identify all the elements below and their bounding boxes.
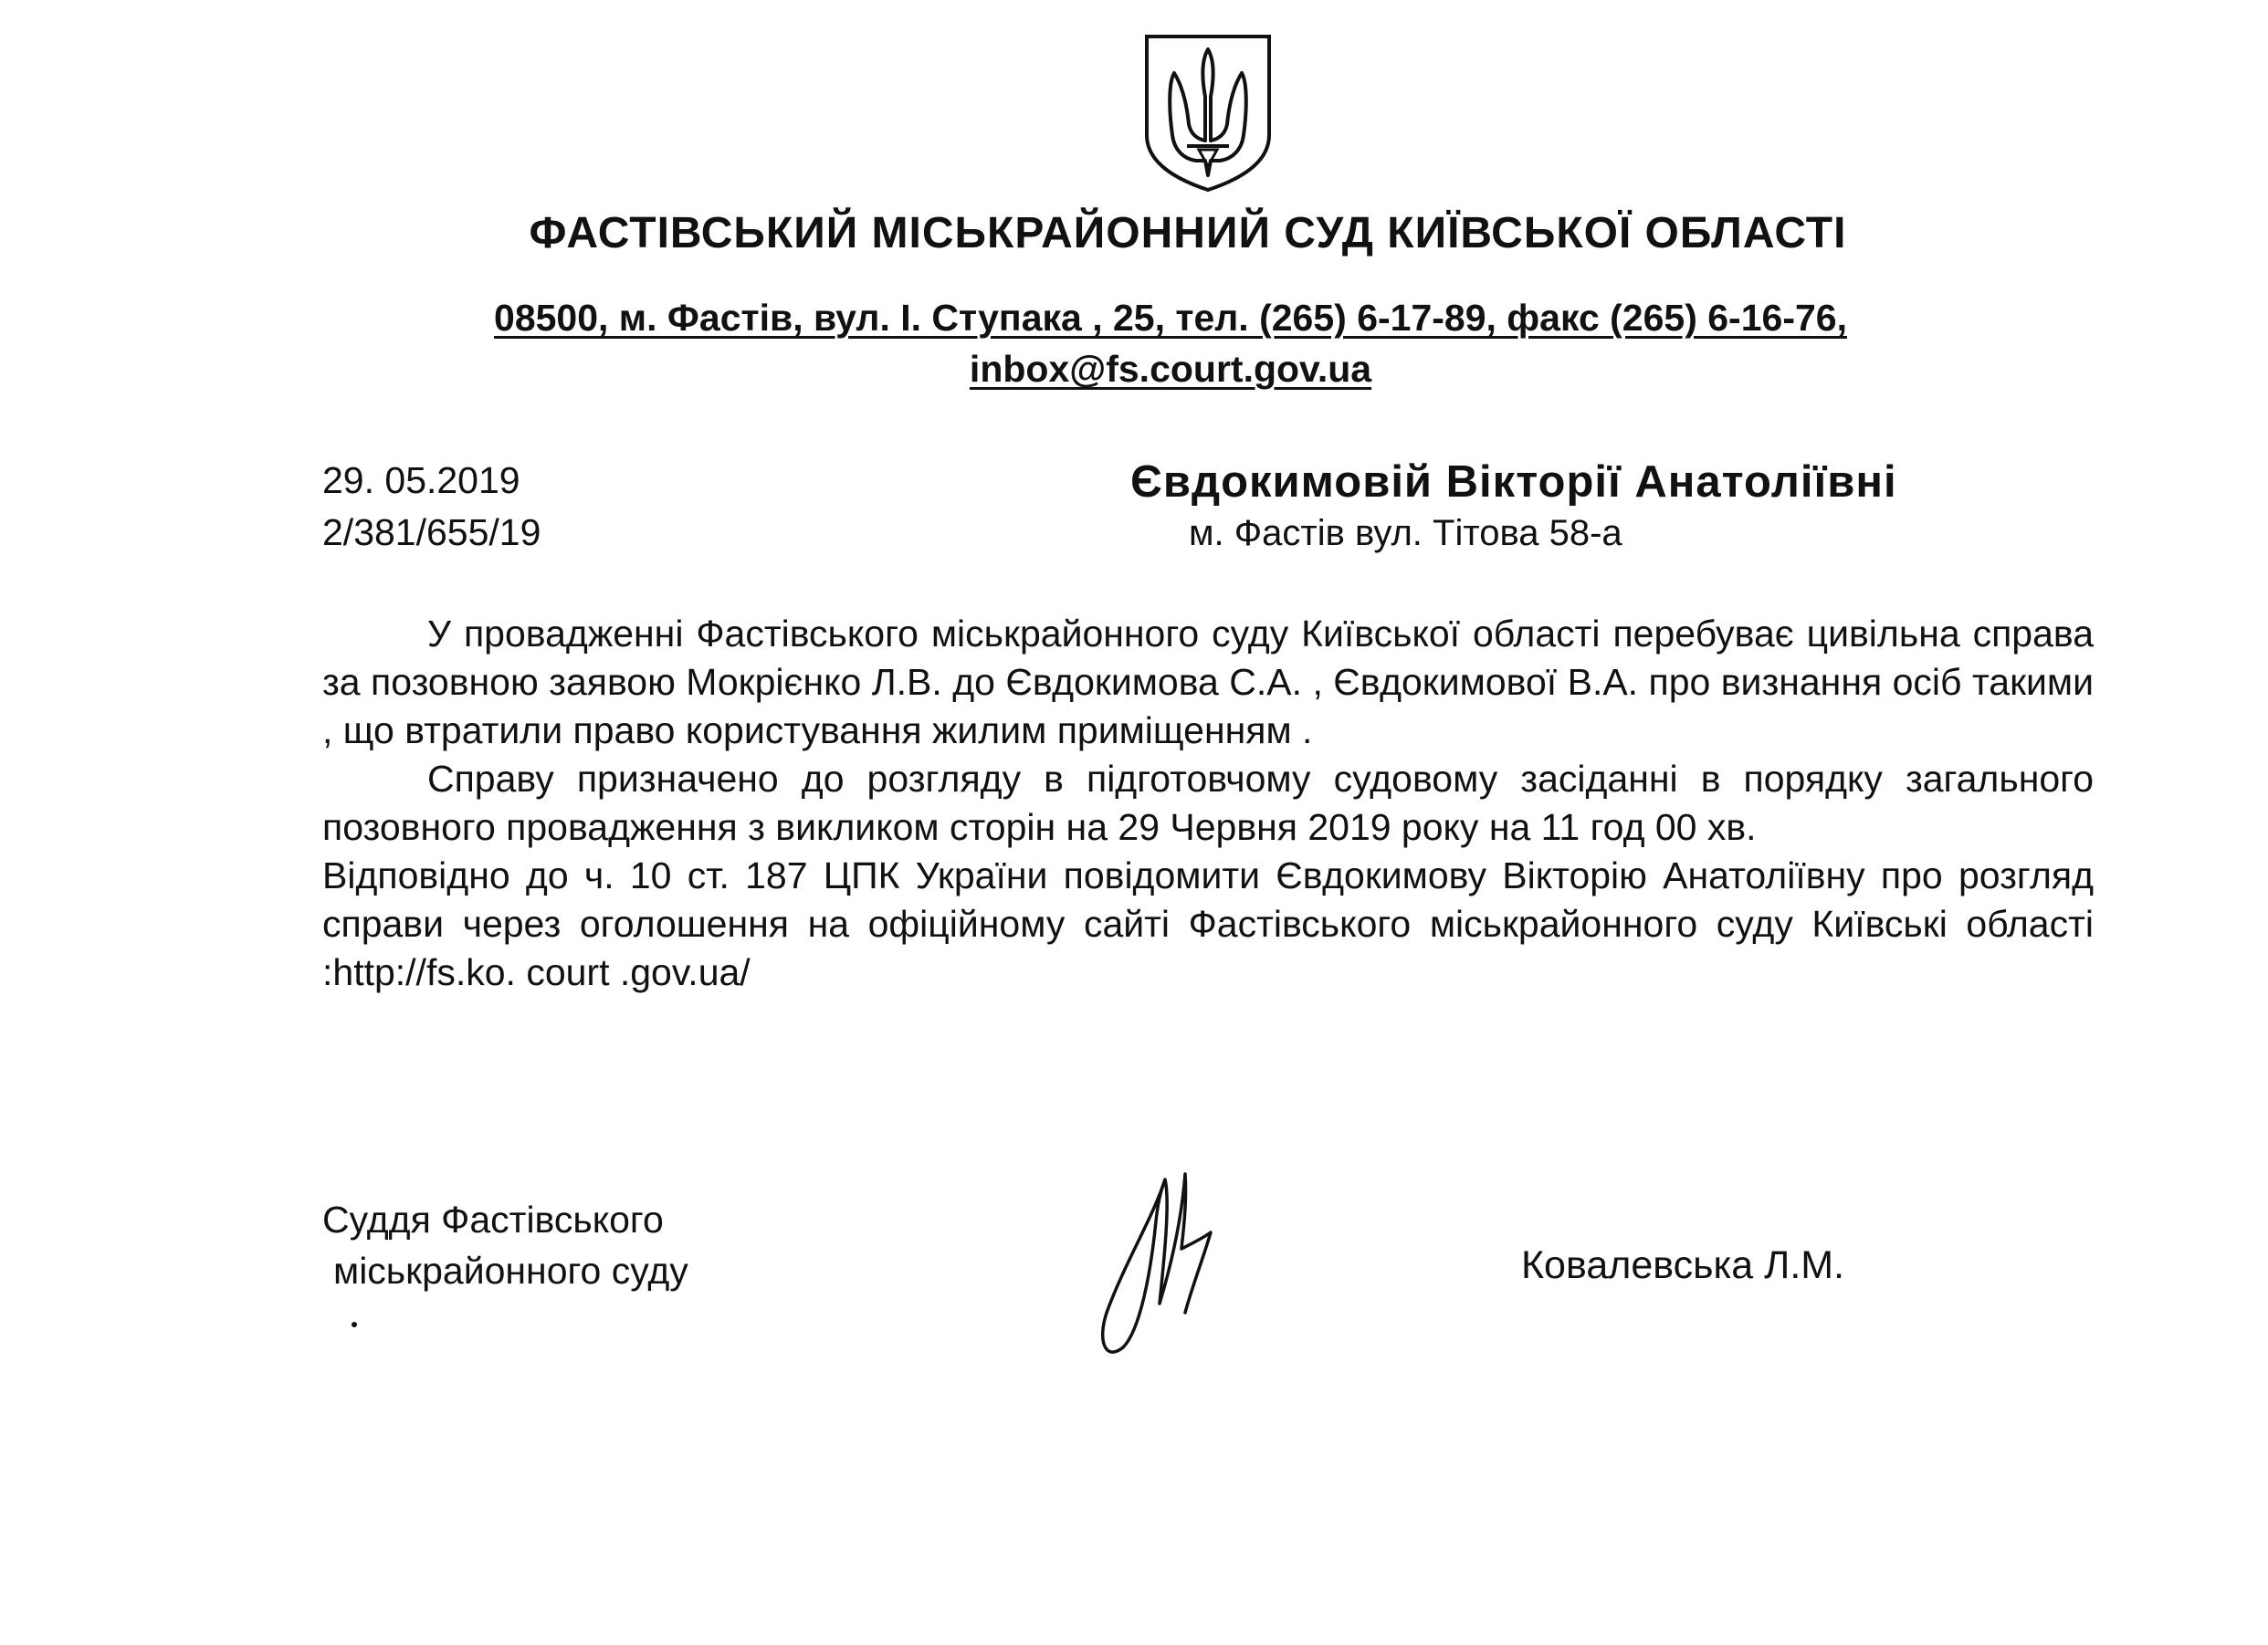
paragraph-notice: Відповідно до ч. 10 ст. 187 ЦПК України повідомити Євдокимову Вікторію Анатоліївну про розгляд справи через оголошення на офіційному сайті Фастівського міськрайонного суду Київські області :http://fs.ko. court .gov.ua/: [322, 854, 2094, 993]
recipient-address: м. Фастів вул. Тітова 58-а: [1189, 513, 1622, 553]
stray-dot: [352, 1322, 357, 1327]
paragraph-case-info: У провадженні Фастівського міськрайонного суду Київської області перебуває цивільна справа за позовною заявою Мокрієнко Л.В. до Євдокимова С.А. , Євдокимової В.А. про визнання осіб такими , що втратили право користування жилим приміщенням .: [322, 613, 2094, 751]
court-contacts: [0, 292, 2268, 394]
paragraph-hearing: Справу призначено до розгляду в підготовчому судовому засіданні в порядку загального позовного провадження з викликом сторін на 29 Червня 2019 року на 11 год 00 хв.: [322, 758, 2094, 848]
signer-name: Ковалевська Л.М.: [1521, 1243, 1845, 1287]
judge-title-line2: міськрайонного суду: [333, 1250, 688, 1292]
letter-body: [322, 610, 2094, 997]
letter-date: 29. 05.2019: [322, 459, 520, 501]
handwritten-signature: [1087, 1167, 1233, 1364]
recipient-name: Євдокимовій Вікторії Анатоліївні: [1130, 457, 1897, 507]
judge-title: [322, 1194, 688, 1296]
case-number: 2/381/655/19: [322, 511, 541, 553]
court-name: ФАСТІВСЬКИЙ МІСЬКРАЙОННИЙ СУД КИЇВСЬКОЇ ОБЛАСТІ: [529, 209, 1847, 257]
judge-title-line1: Суддя Фастівського: [322, 1199, 664, 1241]
coat-of-arms-icon: [1141, 33, 1275, 194]
court-address: 08500, м. Фастів, вул. І. Ступака , 25, тел. (265) 6-17-89, факс (265) 6-16-76,: [494, 297, 1847, 339]
court-email-link[interactable]: inbox@fs.court.gov.ua: [969, 348, 1372, 390]
